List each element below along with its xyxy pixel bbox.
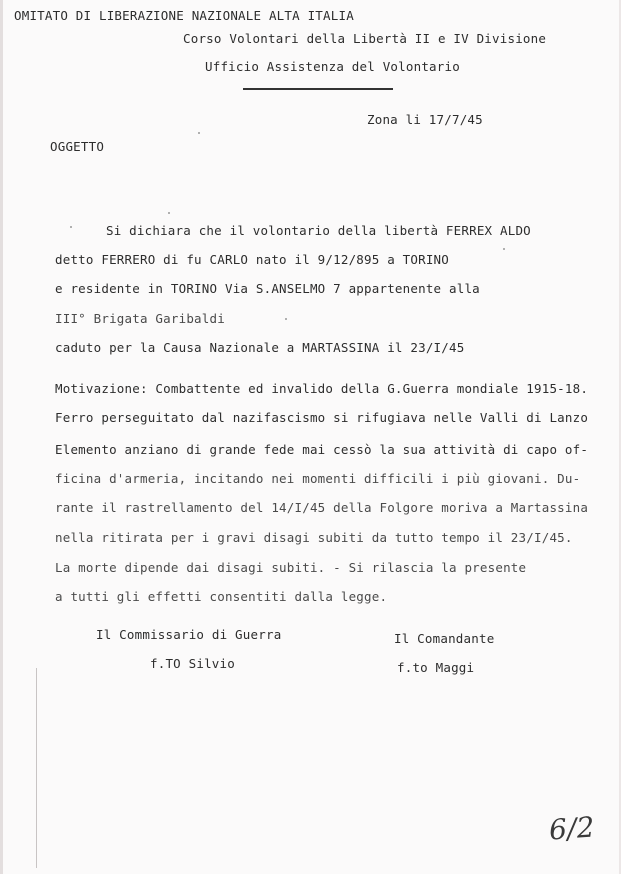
- place-date: Zona li 17/7/45: [367, 112, 483, 127]
- commander-signature: f.to Maggi: [397, 660, 475, 675]
- corps-heading: Corso Volontari della Libertà II e IV Divisione: [183, 31, 547, 46]
- page-edge-left: [0, 0, 3, 874]
- scan-speck: [168, 212, 170, 214]
- scan-speck: [70, 226, 72, 228]
- motivation-line-1: Motivazione: Combattente ed invalido della G.Guerra mondiale 1915-18.: [55, 381, 589, 396]
- motivation-line-3: Elemento anziano di grande fede mai cessò la sua attività di capo of-: [55, 442, 589, 457]
- motivation-line-8: a tutti gli effetti consentiti dalla legge.: [55, 589, 388, 604]
- declaration-line-5: caduto per la Causa Nazionale a MARTASSINA il 23/I/45: [55, 340, 465, 355]
- declaration-line-3: e residente in TORINO Via S.ANSELMO 7 appartenente alla: [55, 281, 480, 296]
- declaration-line-2: detto FERRERO di fu CARLO nato il 9/12/895 a TORINO: [55, 252, 450, 267]
- motivation-line-4: ficina d'armeria, incitando nei momenti difficili i più giovani. Du-: [55, 471, 581, 486]
- commissioner-signature: f.TO Silvio: [150, 656, 235, 671]
- committee-heading: OMITATO DI LIBERAZIONE NAZIONALE ALTA ITALIA: [14, 8, 354, 23]
- scan-speck: [198, 132, 200, 134]
- scan-speck: [503, 248, 505, 250]
- scan-speck: [285, 318, 287, 320]
- motivation-line-2: Ferro perseguitato dal nazifascismo si rifugiava nelle Valli di Lanzo: [55, 410, 589, 425]
- office-heading: Ufficio Assistenza del Volontario: [205, 59, 460, 74]
- handwritten-page-number: 6/2: [547, 810, 596, 847]
- motivation-line-7: La morte dipende dai disagi subiti. - Si rilascia la presente: [55, 560, 527, 575]
- declaration-line-1: Si dichiara che il volontario della libertà FERREX ALDO: [106, 223, 531, 238]
- margin-rule: [36, 668, 37, 868]
- header-underline: [243, 88, 393, 90]
- commissioner-title: Il Commissario di Guerra: [96, 627, 282, 642]
- motivation-line-5: rante il rastrellamento del 14/I/45 della Folgore moriva a Martassina: [55, 500, 589, 515]
- declaration-line-4: III° Brigata Garibaldi: [55, 311, 225, 326]
- motivation-line-6: nella ritirata per i gravi disagi subiti da tutto tempo il 23/I/45.: [55, 530, 573, 545]
- subject-label: OGGETTO: [50, 139, 105, 154]
- commander-title: Il Comandante: [394, 631, 495, 646]
